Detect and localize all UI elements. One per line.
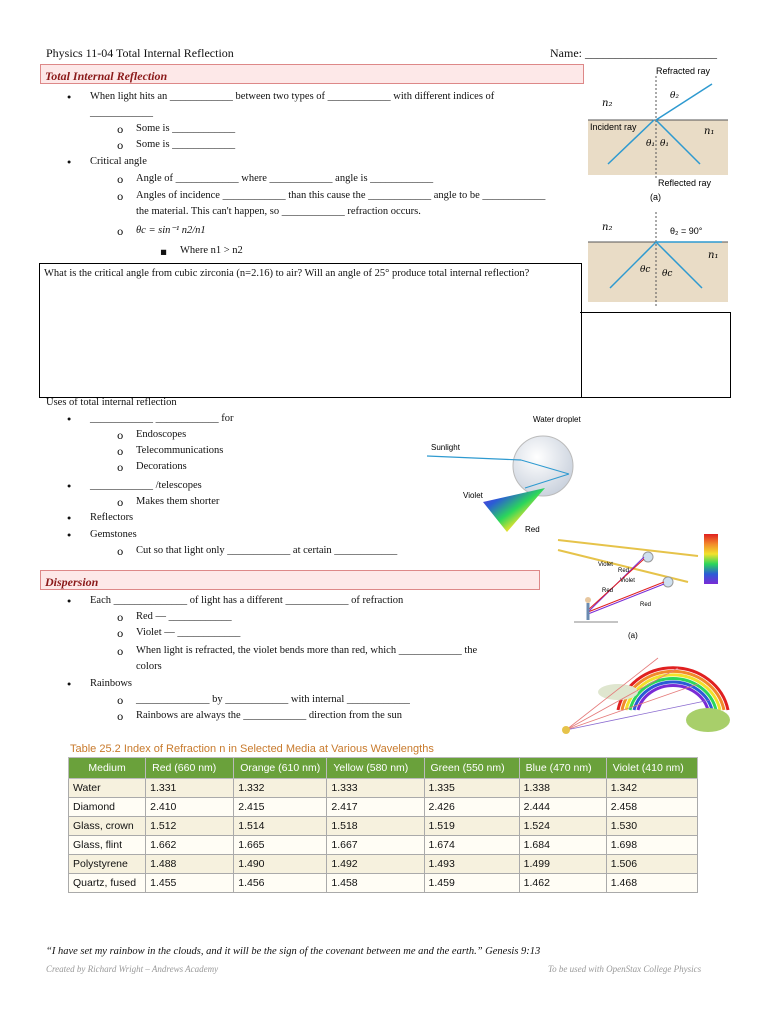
sub-bullet: o [117, 497, 124, 509]
list-item: Angles of incidence ____________ than this cause the ____________ angle to be ____________ [136, 190, 546, 201]
cell-value: 1.667 [327, 836, 424, 855]
cell-medium: Quartz, fused [69, 874, 146, 893]
list-item: When light hits an ____________ between two types of ____________ with different indices of [90, 91, 495, 102]
critical-angle-formula: θc = sin⁻¹ n2/n1 [136, 225, 206, 236]
sub-bullet: o [117, 612, 124, 624]
cell-value: 2.444 [519, 798, 606, 817]
sub-bullet: o [117, 191, 124, 203]
cell-value: 1.459 [424, 874, 519, 893]
table-row [69, 874, 698, 893]
list-item-cont: the material. This can't happen, so ____________ refraction occurs. [136, 206, 421, 217]
sub-bullet: o [117, 226, 124, 238]
section-title: Total Internal Reflection [45, 69, 168, 83]
column-header: Orange (610 nm) [234, 758, 327, 779]
cell-value: 1.338 [519, 779, 606, 798]
cell-value: 2.415 [234, 798, 327, 817]
bullet-dot: • [66, 481, 73, 493]
table-row [69, 836, 698, 855]
cell-value: 1.332 [234, 779, 327, 798]
cell-value: 2.410 [146, 798, 234, 817]
question-text: What is the critical angle from cubic zirconia (n=2.16) to air? Will an angle of 25° produce total internal reflection? [44, 268, 530, 279]
column-header: Red (660 nm) [146, 758, 234, 779]
cell-value: 1.333 [327, 779, 424, 798]
theta-c-label: θc [640, 265, 651, 275]
cell-value: 1.698 [606, 836, 697, 855]
cell-value: 1.518 [327, 817, 424, 836]
name-field-label: Name: ______________________ [550, 46, 717, 60]
observer-head [585, 597, 591, 603]
red-label: Red [525, 525, 540, 534]
cell-value: 1.493 [424, 855, 519, 874]
list-item: Violet — ____________ [136, 627, 241, 638]
cell-value: 1.514 [234, 817, 327, 836]
cell-value: 1.455 [146, 874, 234, 893]
medium-n1-critical [588, 242, 728, 302]
page-title: Physics 11-04 Total Internal Reflection [46, 46, 234, 60]
list-item: Critical angle [90, 156, 147, 167]
column-header: Blue (470 nm) [519, 758, 606, 779]
sub-bullet: o [117, 711, 124, 723]
sub-bullet: o [117, 140, 124, 152]
bullet-dot: • [66, 157, 73, 169]
index-of-refraction-table [68, 757, 698, 893]
cloud-left [598, 684, 638, 700]
cell-medium: Polystyrene [69, 855, 146, 874]
list-item: Endoscopes [136, 429, 187, 440]
theta2-label: θ₂ [670, 91, 680, 101]
cell-value: 1.512 [146, 817, 234, 836]
water-droplet-diagram [425, 410, 595, 540]
cell-value: 1.519 [424, 817, 519, 836]
tir-diagram [588, 62, 728, 308]
cell-value: 1.665 [234, 836, 327, 855]
cell-value: 1.331 [146, 779, 234, 798]
cell-value: 1.490 [234, 855, 327, 874]
cell-medium: Water [69, 779, 146, 798]
red-label: Red [618, 568, 630, 574]
cell-value: 2.458 [606, 798, 697, 817]
list-item: Reflectors [90, 512, 134, 523]
list-item: Angle of ____________ where ____________ angle is ____________ [136, 173, 434, 184]
spectrum-strip [704, 534, 718, 584]
footer-right: To be used with OpenStax College Physics [548, 964, 702, 974]
incident-label: Incident ray [590, 122, 637, 132]
sun-ray-1 [558, 540, 698, 556]
cell-medium: Diamond [69, 798, 146, 817]
list-item: Some is ____________ [136, 139, 236, 150]
n1-label: n₁ [704, 126, 715, 137]
list-item: Rainbows [90, 678, 132, 689]
table-row [69, 779, 698, 798]
table-row [69, 817, 698, 836]
reflected-label: Reflected ray [658, 178, 712, 188]
red-label-2: Red [602, 588, 614, 594]
table-caption: Table 25.2 Index of Refraction n in Selected Media at Various Wavelengths [70, 743, 434, 755]
list-item: ______________ by ____________ with internal ____________ [136, 694, 410, 705]
cell-value: 1.335 [424, 779, 519, 798]
red-ray-upper [588, 559, 644, 610]
cell-value: 1.458 [327, 874, 424, 893]
list-item: Each ______________ of light has a different ____________ of refraction [90, 595, 404, 606]
cell-medium: Glass, flint [69, 836, 146, 855]
bush-right [686, 708, 730, 732]
column-header: Violet (410 nm) [606, 758, 697, 779]
table-header-row [69, 758, 698, 779]
list-item: Telecommunications [136, 445, 224, 456]
column-header: Yellow (580 nm) [327, 758, 424, 779]
observer-icon [562, 726, 570, 734]
n1-label-critical: n₁ [708, 250, 719, 261]
figure-label-a: (a) [650, 192, 661, 202]
sub-bullet: o [117, 462, 124, 474]
red-label-3: Red [640, 602, 652, 608]
theta-c2-label: θc [662, 269, 673, 279]
sub-bullet: o [117, 546, 124, 558]
sunlight-label: Sunlight [431, 443, 460, 452]
violet-label-2: Violet [620, 578, 635, 584]
table-row [69, 855, 698, 874]
bullet-dot: • [66, 414, 73, 426]
cell-value: 1.456 [234, 874, 327, 893]
rainbow-arc-diagram [548, 640, 730, 740]
bullet-dot: • [66, 679, 73, 691]
cell-value: 1.506 [606, 855, 697, 874]
violet-label: Violet [463, 491, 483, 500]
section-band-tir [40, 64, 584, 84]
sub-bullet: o [117, 124, 124, 136]
sub-bullet: o [117, 695, 124, 707]
list-item: ____________ /telescopes [90, 480, 202, 491]
water-droplet-label: Water droplet [533, 415, 581, 424]
sunlight-ray [427, 456, 521, 460]
list-item: Red — ____________ [136, 611, 232, 622]
table-row [69, 798, 698, 817]
sub-bullet: o [117, 430, 124, 442]
list-item-cont: ____________ [90, 107, 153, 118]
sub-bullet: o [117, 628, 124, 640]
theta1b-label: θ₁ [660, 139, 670, 149]
list-item-cont: colors [136, 661, 162, 672]
sightline-2 [566, 668, 678, 730]
refracted-ray [656, 84, 712, 120]
bullet-dot: • [66, 596, 73, 608]
bible-quote: “I have set my rainbow in the clouds, and it will be the sign of the covenant between me and the earth.” Genesis 9:13 [46, 946, 541, 957]
cell-value: 1.684 [519, 836, 606, 855]
list-item: Gemstones [90, 529, 137, 540]
sub-bullet: o [117, 446, 124, 458]
cell-value: 1.488 [146, 855, 234, 874]
uses-heading: Uses of total internal reflection [46, 397, 177, 408]
violet-label: Violet [598, 562, 613, 568]
cell-medium: Glass, crown [69, 817, 146, 836]
droplet-upper [643, 552, 653, 562]
cell-value: 1.662 [146, 836, 234, 855]
list-item: Decorations [136, 461, 187, 472]
cell-value: 1.462 [519, 874, 606, 893]
list-item: ____________ ____________ for [90, 413, 234, 424]
cell-value: 1.499 [519, 855, 606, 874]
cell-value: 1.468 [606, 874, 697, 893]
sub-bullet: o [117, 646, 124, 658]
cell-value: 2.417 [327, 798, 424, 817]
question-box-extension [580, 312, 731, 398]
n2-label-critical: n₂ [602, 222, 613, 233]
cell-value: 1.530 [606, 817, 697, 836]
theta2-90-label: θ₂ = 90° [670, 226, 703, 236]
bullet-dot: • [66, 92, 73, 104]
figure-label-a: (a) [628, 631, 638, 640]
footer-left: Created by Richard Wright – Andrews Academy [46, 964, 219, 974]
cell-value: 1.342 [606, 779, 697, 798]
list-item: Makes them shorter [136, 496, 220, 507]
refracted-label: Refracted ray [656, 66, 711, 76]
list-item: Cut so that light only ____________ at certain ____________ [136, 545, 398, 556]
section-band-dispersion [40, 570, 540, 590]
cell-value: 1.524 [519, 817, 606, 836]
cell-value: 2.426 [424, 798, 519, 817]
red-ray-lower [588, 582, 664, 612]
n2-label: n₂ [602, 98, 613, 109]
list-item: Some is ____________ [136, 123, 236, 134]
sub-sub-bullet: ▪ [160, 246, 168, 258]
list-item: Rainbows are always the ____________ direction from the sun [136, 710, 402, 721]
cell-value: 1.492 [327, 855, 424, 874]
bullet-dot: • [66, 513, 73, 525]
list-item: When light is refracted, the violet bends more than red, which ____________ the [136, 645, 478, 656]
section-title: Dispersion [45, 575, 99, 589]
list-item: Where n1 > n2 [180, 245, 243, 256]
cell-value: 1.674 [424, 836, 519, 855]
column-header: Medium [69, 758, 146, 779]
theta1-label: θ₁ [646, 139, 656, 149]
sub-bullet: o [117, 174, 124, 186]
droplet-lower [663, 577, 673, 587]
column-header: Green (550 nm) [424, 758, 519, 779]
bullet-dot: • [66, 530, 73, 542]
question-box[interactable] [39, 263, 582, 398]
rainbow-observer-diagram [548, 530, 730, 642]
